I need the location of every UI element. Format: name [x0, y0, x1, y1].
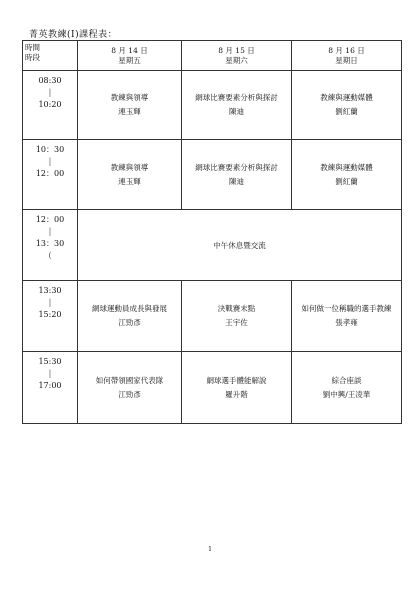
time-end: 10:20 — [38, 100, 62, 109]
session-cell — [182, 352, 292, 424]
day-date: 8 月 16 日 — [328, 45, 365, 55]
lunch-row — [23, 210, 402, 281]
session-cell — [78, 352, 182, 424]
session-speaker: 陳迪 — [229, 176, 244, 186]
day-weekday: 星期六 — [225, 55, 248, 65]
session-topic: 教練與運動媒體 — [320, 93, 373, 102]
corner-cell — [23, 41, 78, 71]
day-date: 8 月 14 日 — [111, 45, 148, 55]
session-speaker: 連玉輝 — [118, 176, 141, 186]
time-slot-cell — [23, 281, 78, 352]
session-topic: 網球比賽要素分析與探討 — [195, 93, 278, 102]
time-separator: | — [48, 88, 52, 97]
day-date: 8 月 15 日 — [218, 45, 255, 55]
time-separator: | — [48, 298, 52, 307]
schedule-row — [23, 352, 402, 424]
time-start: 13:30 — [38, 286, 62, 295]
day-weekday: 星期五 — [118, 55, 141, 65]
session-speaker: 劉紅蘭 — [335, 176, 358, 186]
time-end: 13：30 — [35, 239, 65, 248]
session-topic: 網球比賽要素分析與探討 — [195, 162, 278, 172]
session-speaker: 陳迪 — [229, 107, 244, 116]
session-topic: 網球選手體能解說 — [206, 375, 267, 385]
lunch-break-label: 中午休息暨交流 — [213, 240, 266, 250]
time-end: 12：00 — [35, 169, 65, 178]
corner-time-label: 時間 — [25, 43, 40, 52]
page-number: 1 — [208, 546, 212, 553]
session-topic: 教練與運動媒體 — [320, 162, 373, 172]
schedule-row — [23, 281, 402, 352]
time-slot-cell — [23, 140, 78, 210]
time-separator: | — [48, 157, 52, 166]
lunch-break-cell — [78, 210, 402, 281]
session-speaker: 劉中興/王凌華 — [322, 389, 371, 399]
session-cell — [78, 281, 182, 352]
day-weekday: 星期日 — [335, 55, 358, 65]
session-cell — [182, 71, 292, 140]
corner-period-label: 時段 — [25, 53, 40, 62]
time-slot-cell — [23, 352, 78, 424]
session-speaker: 劉紅蘭 — [335, 107, 358, 116]
day-header-1 — [78, 41, 182, 71]
session-cell — [182, 140, 292, 210]
session-cell — [182, 281, 292, 352]
session-topic: 網球運動員成長與發展 — [92, 304, 167, 313]
time-start: 10：30 — [35, 145, 65, 154]
time-end: 15:20 — [38, 310, 62, 319]
course-schedule-table — [22, 40, 402, 424]
session-topic: 決戰賽末點 — [217, 304, 256, 313]
session-speaker: 羅升階 — [225, 389, 248, 399]
session-topic: 如何做一位稱職的選手教練 — [301, 304, 392, 313]
session-topic: 綜合座談 — [331, 375, 362, 385]
time-start: 08:30 — [38, 76, 62, 85]
schedule-row — [23, 140, 402, 210]
session-speaker: 連玉輝 — [118, 107, 141, 116]
time-start: 15:30 — [38, 357, 62, 366]
time-separator: | — [48, 369, 52, 378]
day-header-3 — [292, 41, 402, 71]
session-cell — [292, 281, 402, 352]
day-header-2 — [182, 41, 292, 71]
session-cell — [292, 352, 402, 424]
time-extra-mark: ( — [48, 251, 52, 260]
document-title: 菁英教練(Ⅰ)課程表： — [29, 30, 118, 40]
session-topic: 如何帶領國家代表隊 — [95, 375, 164, 385]
session-speaker: 王宇佐 — [225, 318, 248, 327]
session-cell — [292, 71, 402, 140]
session-topic: 教練與領導 — [110, 93, 149, 102]
session-topic: 教練與領導 — [110, 162, 149, 172]
time-slot-cell — [23, 210, 78, 281]
session-cell — [292, 140, 402, 210]
time-start: 12：00 — [35, 215, 65, 224]
header-row — [23, 41, 402, 71]
session-cell — [78, 140, 182, 210]
session-speaker: 江勁彥 — [118, 389, 141, 399]
time-end: 17:00 — [38, 381, 62, 390]
session-speaker: 江勁彥 — [118, 318, 141, 327]
session-cell — [78, 71, 182, 140]
schedule-row — [23, 71, 402, 140]
time-separator: | — [48, 227, 52, 236]
time-slot-cell — [23, 71, 78, 140]
session-speaker: 張孝雍 — [335, 318, 358, 327]
